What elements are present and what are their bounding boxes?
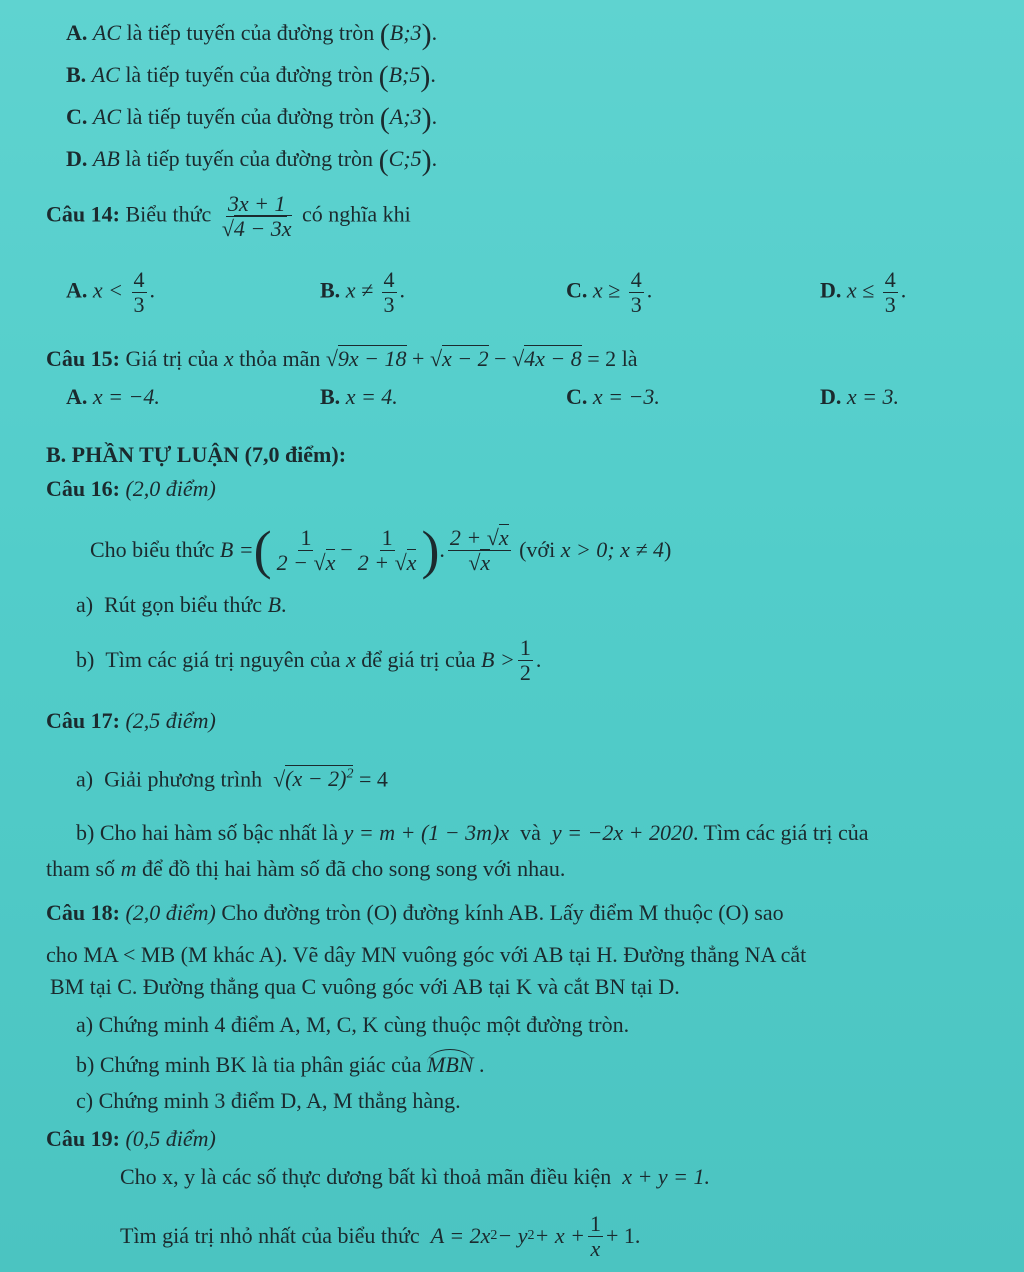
q18-line1: Câu 18: (2,0 điểm) Cho đường tròn (O) đường kính AB. Lấy điểm M thuộc (O) sao (46, 900, 784, 925)
circle: B;3 (389, 20, 422, 45)
option-text: là tiếp tuyến của đường tròn (125, 146, 374, 171)
q13-option-b: B. AC là tiếp tuyến của đường tròn (B;5). (66, 59, 436, 93)
option-label: D. (66, 146, 88, 171)
q13-option-c: C. AC là tiếp tuyến của đường tròn (A;3). (66, 101, 438, 135)
segment: AB (92, 146, 120, 171)
q18-line2: cho MA < MB (M khác A). Vẽ dây MN vuông góc với AB tại H. Đường thẳng NA cắt (46, 942, 807, 967)
circle: A;3 (389, 104, 422, 129)
q13-option-a: A. AC là tiếp tuyến của đường tròn (B;3). (66, 17, 438, 51)
q18-part-a: a) Chứng minh 4 điểm A, M, C, K cùng thuộc một đường tròn. (76, 1012, 630, 1037)
option-text: là tiếp tuyến của đường tròn (126, 104, 375, 129)
q15-stem: Câu 15: Giá trị của x thỏa mãn √9x − 18 + √x − 2 − √4x − 8 = 2 là (46, 346, 638, 371)
q17-part-a: a) Giải phương trình $√(x - 2)^2 = 4$ (76, 766, 388, 792)
q19-line2: Tìm giá trị nhỏ nhất của biểu thức A = 2x 2 − y 2 + x + $\frac{1}{x}$ + 1. (120, 1210, 641, 1261)
q14-option-a: A. x < $\frac{4}{3}$ . (66, 267, 156, 317)
q14-option-b: B. x ≠ $\frac{4}{3}$ . (320, 267, 406, 317)
question-text: có nghĩa khi (302, 201, 411, 227)
q14-option-c: C. x ≥ $\frac{4}{3}$ . (566, 267, 653, 317)
segment: AC (91, 62, 120, 87)
option-label: A. (66, 20, 88, 45)
q18-line3: BM tại C. Đường thẳng qua C vuông góc với AB tại K và cắt BN tại D. (50, 974, 680, 999)
q17-part-b-line2: tham số m để đồ thị hai hàm số đã cho song song với nhau. (46, 856, 566, 881)
q18-part-b: b) Chứng minh BK là tia phân giác của MBN . (76, 1052, 484, 1078)
q15-option-a: A. x = −4. (66, 384, 160, 409)
question-number: Câu 14: (46, 201, 120, 227)
q15-option-d: D. x = 3. (820, 384, 900, 409)
q17-part-b-line1: b) Cho hai hàm số bậc nhất là y = m + (1 − 3m)x và y = −2x + 2020. Tìm các giá trị của (76, 820, 869, 845)
option-text: là tiếp tuyến của đường tròn (126, 20, 375, 45)
segment: AC (92, 104, 122, 129)
q18-part-c: c) Chứng minh 3 điểm D, A, M thẳng hàng. (76, 1088, 461, 1113)
q16-title: Câu 16: (2,0 điểm) (46, 476, 216, 501)
question-number: Câu 15: (46, 346, 120, 371)
q14-stem (46, 192, 411, 241)
q14-option-d: D. x ≤ $\frac{4}{3}$ . (820, 267, 907, 317)
option-label: B. (66, 62, 87, 87)
q15-option-b: B. x = 4. (320, 384, 398, 409)
option-label: C. (66, 104, 88, 129)
segment: AC (92, 20, 122, 45)
q19-title: Câu 19: (0,5 điểm) (46, 1126, 216, 1151)
circle: B;5 (388, 62, 421, 87)
q16-expression: Cho biểu thức B = ( $\frac{1}{2 - √x}$ − $\frac{1}{2 + √x}$ ) . $\frac{2 + √x}{√x}$ (với x > 0; x ≠ 4 ) (90, 520, 672, 580)
circle: C;5 (388, 146, 422, 171)
q17-title: Câu 17: (2,5 điểm) (46, 708, 216, 733)
section-title: B. PHẦN TỰ LUẬN (7,0 điểm): (46, 442, 347, 467)
q16-part-b: b) Tìm các giá trị nguyên của x để giá trị của B > $\frac{1}{2}$ . (76, 634, 542, 685)
option-text: là tiếp tuyến của đường tròn (125, 62, 374, 87)
fraction: $\frac{3x + 1}{√4 - 3x}$ (221, 191, 292, 241)
q15-option-c: C. x = −3. (566, 384, 660, 409)
q13-option-d: D. AB là tiếp tuyến của đường tròn (C;5). (66, 143, 438, 177)
q16-part-a: a) Rút gọn biểu thức B. (76, 592, 287, 617)
q19-line1: Cho x, y là các số thực dương bất kì thoả mãn điều kiện x + y = 1. (120, 1164, 710, 1189)
question-text: Biểu thức (125, 201, 212, 227)
